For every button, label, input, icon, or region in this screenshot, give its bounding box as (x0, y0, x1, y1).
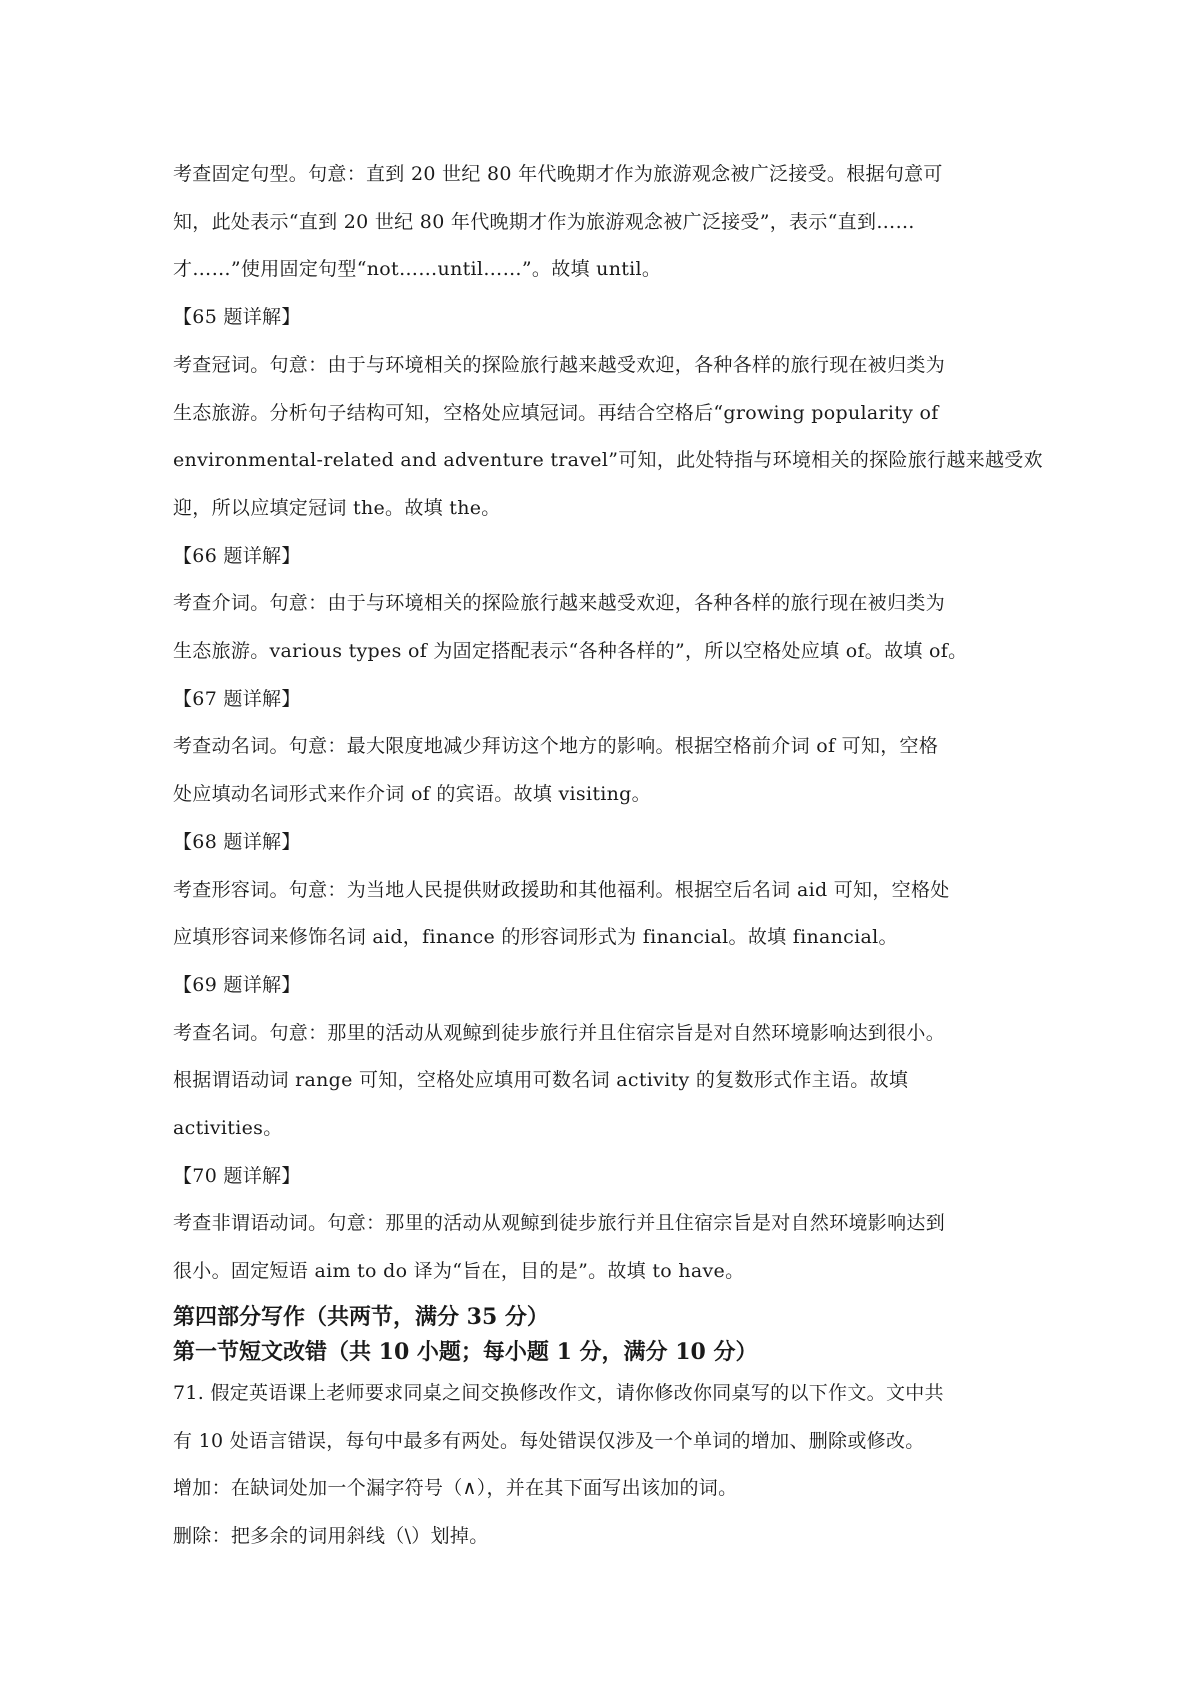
paragraph-line: 考查名词。句意：那里的活动从观鲸到徒步旅行并且住宿宗旨是对自然环境影响达到很小。 (173, 1021, 946, 1044)
paragraph-line: 考查介词。句意：由于与环境相关的探险旅行越来越受欢迎，各种各样的旅行现在被归类为 (173, 592, 946, 615)
section-heading-66: 【66 题详解】 (173, 544, 301, 567)
paragraph-line: 迎，所以应填定冠词 the。故填 the。 (173, 496, 501, 519)
paragraph-line: 考查固定句型。句意：直到 20 世纪 80 年代晚期才作为旅游观念被广泛接受。根据句意可 (173, 163, 943, 185)
paragraph-line: 很小。固定短语 aim to do 译为“旨在，目的是”。故填 to have。 (173, 1260, 745, 1283)
section-heading-67: 【67 题详解】 (173, 687, 301, 710)
section-heading-69: 【69 题详解】 (173, 973, 301, 996)
section-heading-70: 【70 题详解】 (173, 1164, 301, 1187)
instruction-add-line: 增加：在缺词处加一个漏字符号（∧），并在其下面写出该加的词。 (173, 1477, 738, 1500)
paragraph-line: 考查形容词。句意：为当地人民提供财政援助和其他福利。根据空后名词 aid 可知，空格处 (173, 878, 950, 901)
paragraph-line: 才……”使用固定句型“not……until……”。故填 until。 (173, 258, 662, 281)
section-heading-65: 【65 题详解】 (173, 306, 301, 329)
paragraph-line: 知，此处表示“直到 20 世纪 80 年代晚期才作为旅游观念被广泛接受”，表示“直到…… (173, 210, 915, 233)
paragraph-line: 生态旅游。various types of 为固定搭配表示“各种各样的”，所以空格处应填 of。故填 of。 (173, 640, 968, 663)
section-one-heading: 第一节短文改错（共 10 小题；每小题 1 分，满分 10 分） (173, 1338, 758, 1365)
paragraph-line: activities。 (173, 1117, 283, 1140)
paragraph-line: 有 10 处语言错误，每句中最多有两处。每处错误仅涉及一个单词的增加、删除或修改。 (173, 1429, 925, 1452)
question-71-line: 71. 假定英语课上老师要求同桌之间交换修改作文，请你修改你同桌写的以下作文。文中共 (173, 1381, 944, 1404)
section-heading-68: 【68 题详解】 (173, 830, 301, 853)
paragraph-line: 应填形容词来修饰名词 aid，finance 的形容词形式为 financial。故填 financial。 (173, 926, 898, 949)
paragraph-line: 考查动名词。句意：最大限度地减少拜访这个地方的影响。根据空格前介词 of 可知，空格 (173, 735, 939, 758)
paragraph-line: 根据谓语动词 range 可知，空格处应填用可数名词 activity 的复数形式作主语。故填 (173, 1069, 909, 1092)
part-four-heading: 第四部分写作（共两节，满分 35 分） (173, 1303, 549, 1330)
paragraph-line: 生态旅游。分析句子结构可知，空格处应填冠词。再结合空格后“growing popularity of (173, 401, 939, 424)
paragraph-line: 处应填动名词形式来作介词 of 的宾语。故填 visiting。 (173, 783, 651, 806)
paragraph-line: 考查冠词。句意：由于与环境相关的探险旅行越来越受欢迎，各种各样的旅行现在被归类为 (173, 353, 946, 376)
instruction-delete-line: 删除：把多余的词用斜线（\）划掉。 (173, 1524, 489, 1547)
paragraph-line: environmental-related and adventure travel”可知，此处特指与环境相关的探险旅行越来越受欢 (173, 449, 1043, 472)
document-body (173, 151, 1043, 1561)
paragraph-line: 考查非谓语动词。句意：那里的活动从观鲸到徒步旅行并且住宿宗旨是对自然环境影响达到 (173, 1212, 946, 1235)
